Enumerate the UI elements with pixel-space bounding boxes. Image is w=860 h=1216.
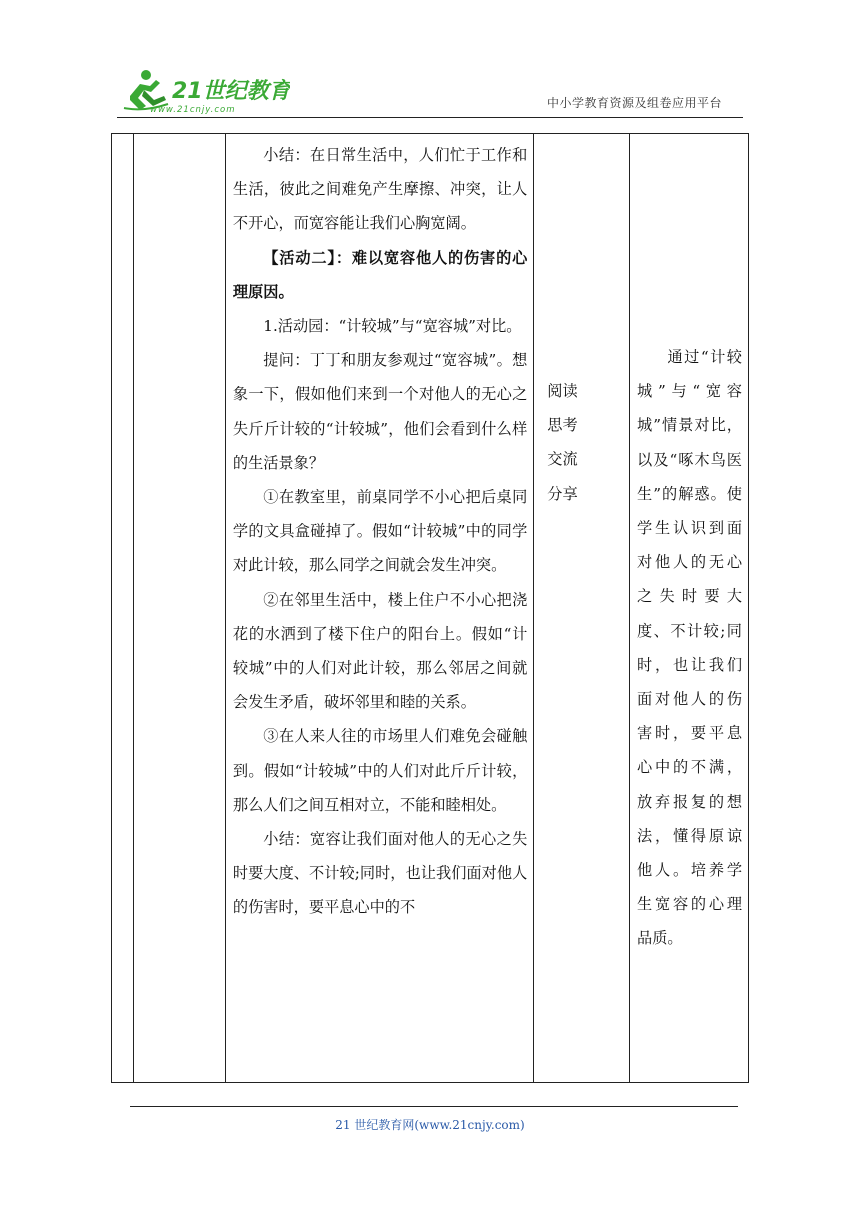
activity-item: 交流 [547,450,578,469]
content-paragraph: 小结：宽容让我们面对他人的无心之失时要大度、不计较;同时，也让我们面对他人的伤害时，要平息心中的不 [232,830,528,917]
site-logo [120,66,290,116]
blank-cell [134,134,226,1083]
design-intent [630,134,748,956]
student-activity-cell [534,134,630,1083]
footer-link[interactable]: 21 世纪教育网(www.21cnjy.com) [335,1118,525,1132]
content-paragraph: 1.活动园：“计较城”与“宽容城”对比。 [263,317,522,336]
logo-sub-text: www.21cnjy.com [150,105,236,115]
runner-logo-icon [120,66,290,116]
content-paragraph: 【活动二】：难以宽容他人的伤害的心理原因。 [232,248,528,301]
lesson-plan-table [111,133,749,1083]
content-paragraph: 小结：在日常生活中，人们忙于工作和生活，彼此之间难免产生摩擦、冲突，让人不开心，而宽容能让我们心胸宽阔。 [232,146,528,233]
teaching-content [226,134,533,925]
content-paragraph: ②在邻里生活中，楼上住户不小心把浇花的水洒到了楼下住户的阳台上。假如“计较城”中的人们对此计较，那么邻居之间就会发生矛盾，破坏邻里和睦的关系。 [232,590,528,712]
logo-main-text: 21世纪教育 [172,79,290,104]
page-header [0,0,860,130]
platform-title: 中小学教育资源及组卷应用平台 [546,96,722,110]
design-intent-text: 通过“计较城”与“宽容城”情景对比，以及“啄木鸟医生”的解惑。使学生认识到面对他人的无心之失时要大度、不计较;同时，也让我们面对他人的伤害时，要平息心中的不满，放弃报复的想法，懂得原谅他人。培养学生宽容的心理品质。 [637,348,742,948]
content-paragraph: ③在人来人往的市场里人们难免会碰触到。假如“计较城”中的人们对此斤斤计较，那么人们之间互相对立，不能和睦相处。 [232,727,528,814]
activity-item: 分享 [547,484,578,503]
activity-item: 思考 [547,416,578,435]
content-paragraph: 提问：丁丁和朋友参观过“宽容城”。想象一下，假如他们来到一个对他人的无心之失斤斤计较的“计较城”，他们会看到什么样的生活景象？ [232,351,528,472]
activity-item: 阅读 [547,382,578,400]
table-row [112,134,749,1083]
teaching-content-cell [225,134,533,1083]
content-paragraph: ①在教室里，前桌同学不小心把后桌同学的文具盒碰掉了。假如“计较城”中的同学对此计较，那么同学之间就会发生冲突。 [232,488,528,575]
footer-divider [130,1106,738,1107]
header-divider [117,117,743,118]
blank-cell [112,134,134,1083]
design-intent-cell [630,134,749,1083]
student-activity-list [534,134,629,511]
